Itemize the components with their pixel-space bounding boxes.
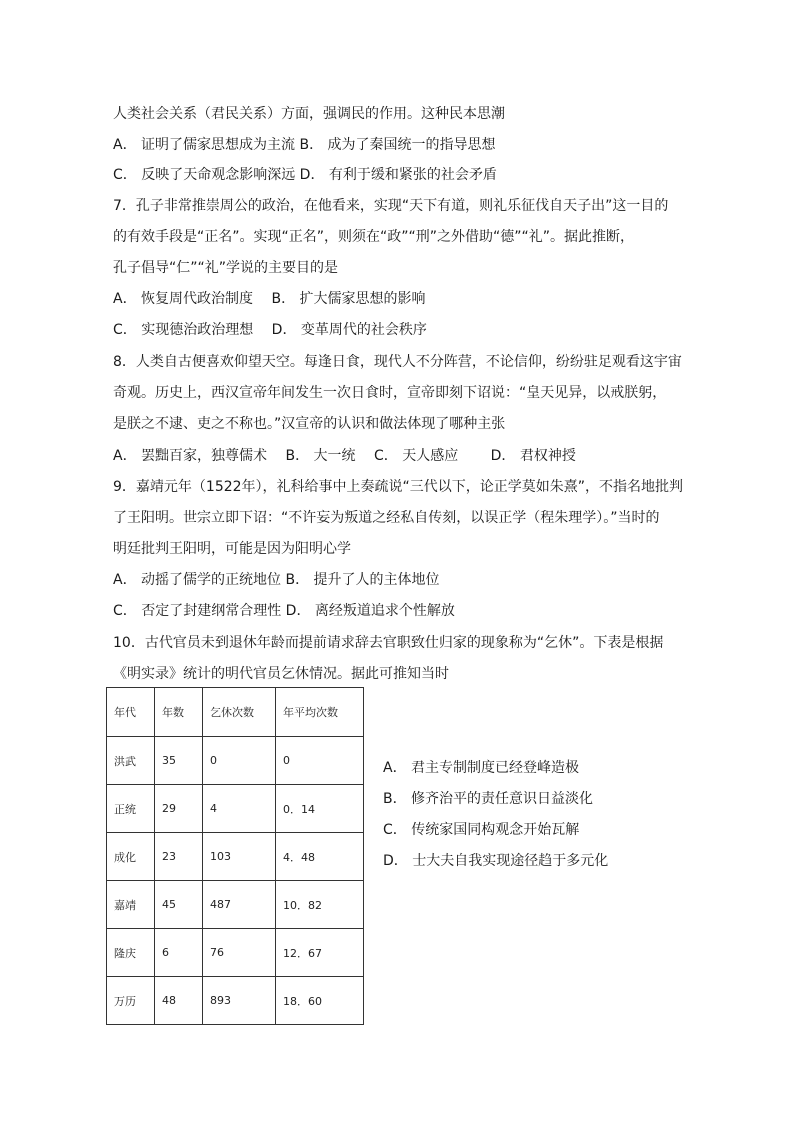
q9-options-ab: A． 动摇了儒学的正统地位 B． 提升了人的主体地位 [113, 572, 440, 588]
table-cell: 隆庆 [107, 929, 155, 977]
table-cell: 正统 [107, 785, 155, 833]
q10-stem-line-1: 10．古代官员未到退休年龄而提前请求辞去官职致仕归家的现象称为“乞休”。下表是根据 [113, 635, 664, 651]
table-cell: 成化 [107, 833, 155, 881]
table-cell: 4．48 [276, 833, 364, 881]
q9-stem-line-2: 了王阳明。世宗立即下诏：“不许妄为叛道之经私自传刻，以误正学（程朱理学）。”当时的 [113, 510, 660, 526]
table-cell: 12．67 [276, 929, 364, 977]
table-cell: 嘉靖 [107, 881, 155, 929]
q10-option-c: C． 传统家国同构观念开始瓦解 [383, 822, 580, 838]
table-cell: 45 [155, 881, 203, 929]
table-cell: 48 [155, 977, 203, 1025]
table-cell: 487 [203, 881, 276, 929]
q7-stem-line-1: 7．孔子非常推崇周公的政治，在他看来，实现“天下有道，则礼乐征伐自天子出”这一目的 [113, 198, 669, 214]
table-cell: 76 [203, 929, 276, 977]
q8-stem-line-2: 奇观。历史上，西汉宣帝年间发生一次日食时，宣帝即刻下诏说：“皇天见异，以戒朕躬， [113, 385, 667, 401]
table-cell: 6 [155, 929, 203, 977]
table-header-cell: 年平均次数 [276, 688, 364, 737]
table-header-cell: 乞休次数 [203, 688, 276, 737]
table-cell: 0 [276, 737, 364, 785]
table-row [107, 785, 364, 833]
q7-options-cd: C． 实现德治政治理想 D． 变革周代的社会秩序 [113, 322, 427, 338]
table-header-cell: 年数 [155, 688, 203, 737]
table-cell: 35 [155, 737, 203, 785]
table-cell: 万历 [107, 977, 155, 1025]
q7-stem-line-2: 的有效手段是“正名”。实现“正名”，则须在“政”“刑”之外借助“德”“礼”。据此推断， [113, 229, 635, 245]
q10-stem-line-2: 《明实录》统计的明代官员乞休情况。据此可推知当时 [113, 666, 449, 682]
table-cell: 10．82 [276, 881, 364, 929]
q9-stem-line-3: 明廷批判王阳明，可能是因为阳明心学 [113, 541, 351, 557]
table-row [107, 737, 364, 785]
table-row [107, 833, 364, 881]
q7-stem-line-3: 孔子倡导“仁”“礼”学说的主要目的是 [113, 260, 339, 276]
q9-options-cd: C． 否定了封建纲常合理性 D． 离经叛道追求个性解放 [113, 603, 455, 619]
q8-stem-line-3: 是朕之不逮、吏之不称也。”汉宣帝的认识和做法体现了哪种主张 [113, 416, 506, 432]
table-row [107, 929, 364, 977]
q7-options-ab: A． 恢复周代政治制度 B． 扩大儒家思想的影响 [113, 291, 426, 307]
q8-stem-line-1: 8．人类自古便喜欢仰望天空。每逢日食，现代人不分阵营，不论信仰，纷纷驻足观看这宇宙 [113, 354, 682, 370]
table-cell: 893 [203, 977, 276, 1025]
table-cell: 0．14 [276, 785, 364, 833]
q6-options-ab: A． 证明了儒家思想成为主流 B． 成为了秦国统一的指导思想 [113, 137, 496, 153]
table-header-cell: 年代 [107, 688, 155, 737]
table-header-row [107, 688, 364, 737]
qixiu-statistics-table [106, 687, 364, 1025]
q10-option-d: D． 士大夫自我实现途径趋于多元化 [383, 853, 609, 869]
q8-options: A． 罢黜百家，独尊儒术 B． 大一统 C． 天人感应 D． 君权神授 [113, 448, 576, 464]
q9-stem-line-1: 9．嘉靖元年（1522年），礼科给事中上奏疏说“三代以下，论正学莫如朱熹”，不指名地批判 [113, 479, 684, 495]
table-cell: 18．60 [276, 977, 364, 1025]
q6-options-cd: C． 反映了天命观念影响深远 D． 有利于缓和紧张的社会矛盾 [113, 167, 497, 183]
table-cell: 23 [155, 833, 203, 881]
q6-stem-tail: 人类社会关系（君民关系）方面，强调民的作用。这种民本思潮 [113, 106, 505, 122]
table-cell: 103 [203, 833, 276, 881]
table-cell: 4 [203, 785, 276, 833]
table-cell: 0 [203, 737, 276, 785]
q10-option-a: A． 君主专制制度已经登峰造极 [383, 760, 580, 776]
q10-option-b: B． 修齐治平的责任意识日益淡化 [383, 791, 594, 807]
table-row [107, 977, 364, 1025]
table-row [107, 881, 364, 929]
table-cell: 洪武 [107, 737, 155, 785]
table-cell: 29 [155, 785, 203, 833]
